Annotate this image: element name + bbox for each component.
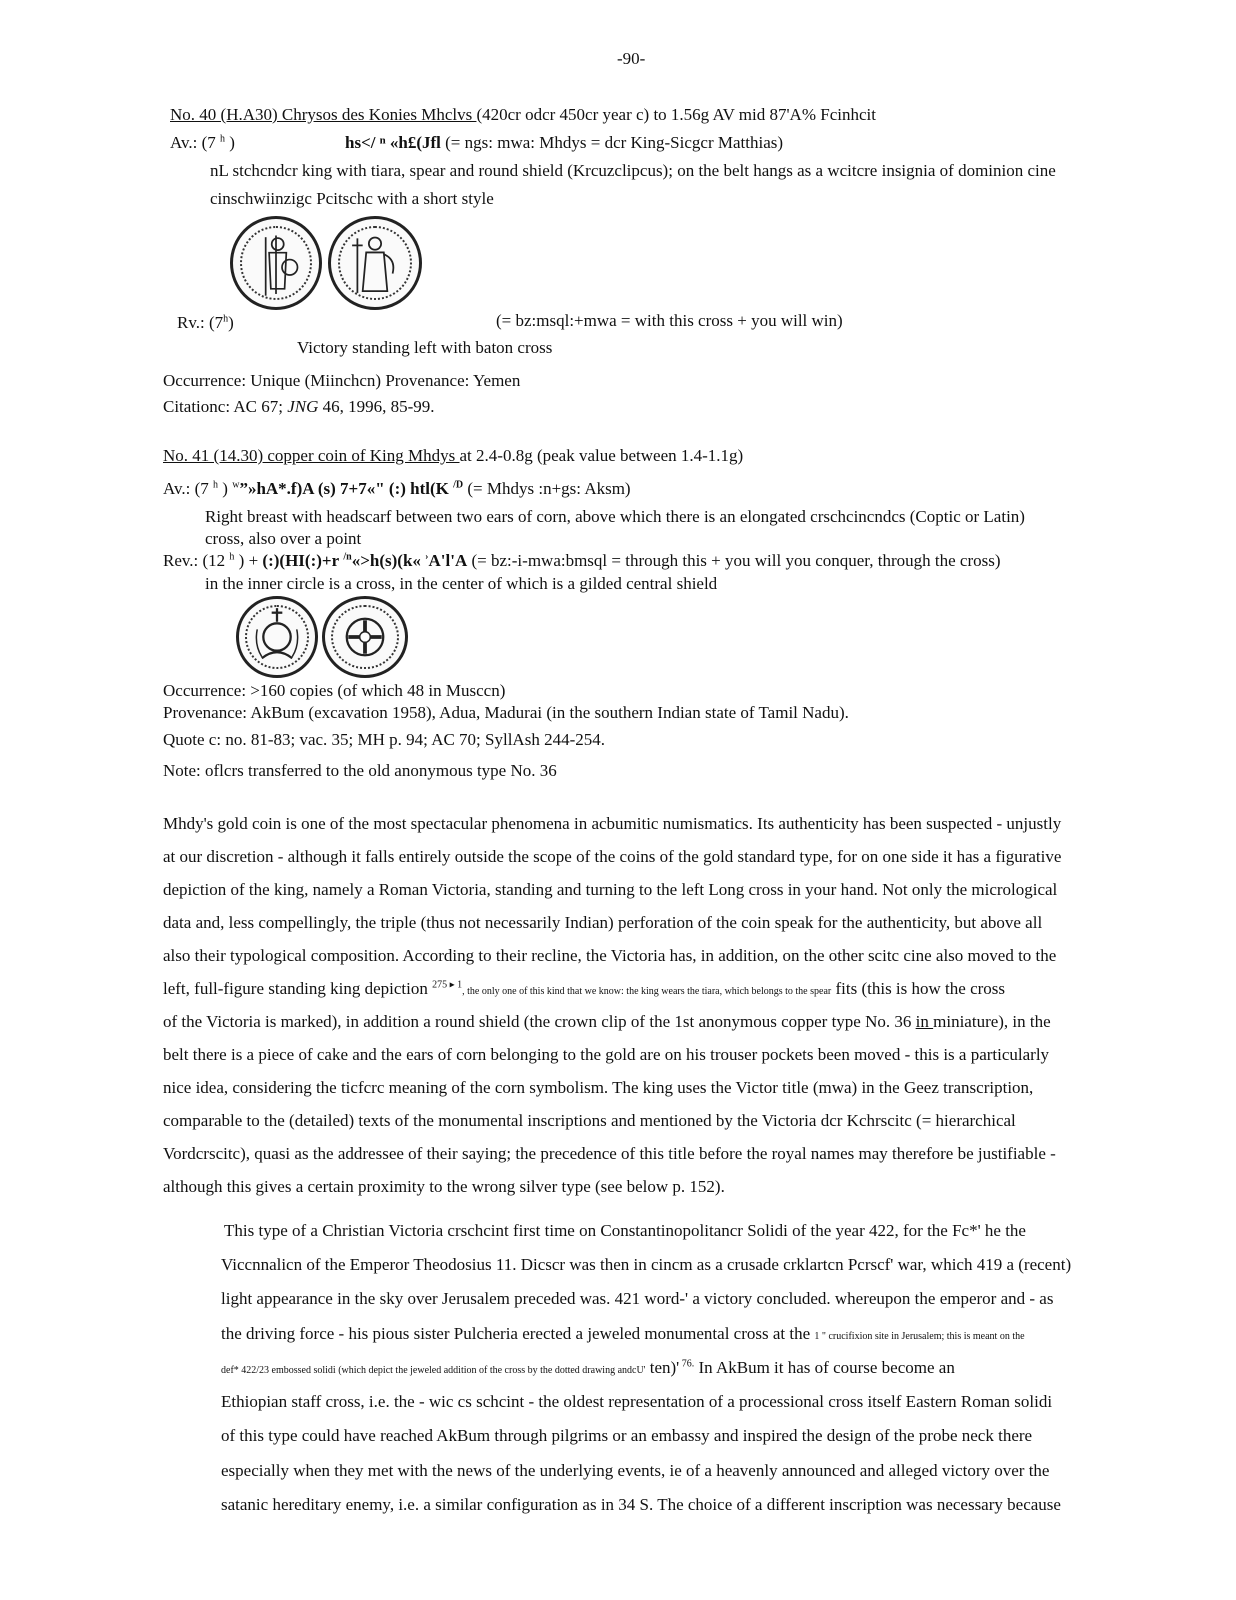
- body-para1-line: Mhdy's gold coin is one of the most spectacular phenomena in acbumitic numismatics. Its authenticity has been suspected - unjustly: [163, 814, 1062, 833]
- body-para2-line: especially when they met with the news of the underlying events, ie of a heavenly announced and alleged victory over the: [221, 1461, 1050, 1480]
- body-para1-line: although this gives a certain proximity to the wrong silver type (see below p. 152).: [163, 1177, 725, 1196]
- para1-line7-underlined: in: [915, 1012, 934, 1031]
- entry-40-rv-label: [177, 312, 234, 334]
- body-para2-line: Ethiopian staff cross, i.e. the - wic cs schcint - the oldest representation of a processional cross itself Eastern Roman solidi: [221, 1392, 1053, 1411]
- av-label-close: ): [229, 133, 235, 152]
- citation-journal: JNG: [287, 397, 319, 416]
- para1-line7-end: miniature), in the: [933, 1012, 1051, 1031]
- coin-41-reverse-image: [322, 596, 408, 678]
- rev41-translation: (= bz:-i-mwa:bmsql = through this + you will you conquer, through the cross): [471, 551, 1001, 570]
- body-para1-line: also their typological composition. According to their recline, the Victoria has, in addition, on the other scitc cine also moved to the: [163, 946, 1057, 965]
- body-para1-line: belt there is a piece of cake and the ears of corn belonging to the gold are on his trouser pockets been moved - this is a particularly: [163, 1045, 1050, 1064]
- para1-line7-start: of the Victoria is marked), in addition a round shield (the crown clip of the 1st anonymous copper type No. 36: [163, 1012, 916, 1031]
- body-para1-line: nice idea, considering the ticfcrc meaning of the corn symbolism. The king uses the Victor title (mwa) in the Geez transcription,: [163, 1078, 1034, 1097]
- entry-40-heading-underlined: No. 40 (H.A30) Chrysos des Konies Mhclvs: [170, 105, 477, 124]
- entry-40-av-desc-2: cinschwiinzigc Pcitschc with a short style: [210, 189, 494, 208]
- av41-sup2: w: [232, 479, 240, 491]
- entry-41-provenance: Provenance: AkBum (excavation 1958), Adua, Madurai (in the southern Indian state of Tamil Nadu).: [163, 703, 849, 722]
- entry-41-occurrence: Occurrence: >160 copies (of which 48 in Musccn): [163, 681, 506, 700]
- entry-41-av-line: [163, 478, 631, 500]
- entry-41-av-desc-1: Right breast with headscarf between two ears of corn, above which there is an elongated crschcincndcs (Coptic or Latin): [205, 507, 1025, 526]
- para2-line4-small: 1 " crucifixion site in Jerusalem; this is meant on the: [814, 1331, 1025, 1342]
- para2-line5-end: In AkBum it has of course become an: [694, 1358, 955, 1377]
- rev41-close: ) +: [238, 551, 263, 570]
- coin-40-obverse-image: [230, 216, 322, 310]
- para2-line4-start: the driving force - his pious sister Pulcheria erected a jeweled monumental cross at the: [221, 1324, 815, 1343]
- rev41-legend3: A'l'A: [428, 551, 468, 570]
- rev41-sup: h: [229, 551, 235, 563]
- av41-legend: ”»hA*.f)A (s) 7+7«" (:) htl(K: [239, 479, 449, 498]
- av41-close: ): [222, 479, 228, 498]
- citation-suffix: 46, 1996, 85-99.: [318, 397, 435, 416]
- footnote-ref: 275 ▸ 1: [432, 979, 463, 991]
- rev41-legend: (:)(HI(:)+r: [262, 551, 340, 570]
- entry-40-citation: [163, 396, 435, 418]
- body-para2-line-4: [221, 1324, 1025, 1344]
- body-para2-line: This type of a Christian Victoria crschcint first time on Constantinopolitancr Solidi of the year 422, for the Fc*' he the: [224, 1221, 1026, 1240]
- av-legend: hs</ ⁿ «h£(Jfl: [345, 133, 441, 152]
- para1-line6-end: fits (this is how the cross: [831, 979, 1006, 998]
- entry-41-heading-underlined: No. 41 (14.30) copper coin of King Mhdys: [163, 446, 460, 465]
- entry-41-note: Note: oflcrs transferred to the old anonymous type No. 36: [163, 761, 557, 780]
- av41-label: Av.: (7: [163, 479, 209, 498]
- body-para1-line: depiction of the king, namely a Roman Victoria, standing and turning to the left Long cross in your hand. Not only the micrological: [163, 880, 1058, 899]
- rev41-label: Rev.: (12: [163, 551, 226, 570]
- body-para1-line: data and, less compellingly, the triple (thus not necessarily Indian) perforation of the coin speak for the authenticity, but above all: [163, 913, 1043, 932]
- entry-40-rv-translation: (= bz:msql:+mwa = with this cross + you will win): [496, 311, 843, 330]
- entry-41-rev-desc: in the inner circle is a cross, in the center of which is a gilded central shield: [205, 574, 718, 593]
- page-number: -90-: [617, 49, 646, 68]
- entry-41-rev-line: [163, 550, 1001, 572]
- rv-label-close: ): [228, 313, 234, 332]
- entry-40-heading-rest: (420cr odcr 450cr year c) to 1.56g AV mid 87'A% Fcinhcit: [476, 105, 876, 124]
- entry-40-av-label: [170, 132, 235, 154]
- entry-41-av-desc-2: cross, also over a point: [205, 529, 362, 548]
- body-para2-line: satanic hereditary enemy, i.e. a similar configuration as in 34 S. The choice of a different inscription was necessary because: [221, 1495, 1061, 1514]
- body-para2-line: light appearance in the sky over Jerusalem preceded was. 421 word-' a victory concluded. whereupon the emperor and - as: [221, 1289, 1054, 1308]
- entry-41-heading-rest: at 2.4-0.8g (peak value between 1.4-1.1g): [459, 446, 744, 465]
- av-label-sup: h: [220, 133, 226, 145]
- av41-sup: h: [213, 479, 219, 491]
- entry-40-heading: [170, 104, 876, 126]
- rev41-sup2: /n: [343, 551, 352, 563]
- av41-sup3: /D: [453, 479, 464, 491]
- footnote-ref: 76.: [679, 1358, 695, 1370]
- body-para2-line-5: [221, 1358, 955, 1378]
- rv-label-sup: h: [223, 313, 229, 325]
- body-para1-line-7: [163, 1012, 1051, 1032]
- av-translation: (= ngs: mwa: Mhdys = dcr King-Sicgcr Matthias): [445, 133, 784, 152]
- coin-40-reverse-image: [328, 216, 422, 310]
- para2-line5-mid: ten)': [645, 1358, 680, 1377]
- entry-40-rv-desc: Victory standing left with baton cross: [297, 338, 553, 357]
- entry-40-occurrence: Occurrence: Unique (Miinchcn) Provenance: Yemen: [163, 371, 521, 390]
- av41-translation: (= Mhdys :n+gs: Aksm): [467, 479, 631, 498]
- entry-41-quote: Quote c: no. 81-83; vac. 35; MH p. 94; AC 70; SyllAsh 244-254.: [163, 730, 605, 749]
- citation-prefix: Citationc: AC 67;: [163, 397, 288, 416]
- body-para1-line: comparable to the (detailed) texts of the monumental inscriptions and mentioned by the Victoria dcr Kchrscitc (= hierarchical: [163, 1111, 1016, 1130]
- coin-41-obverse-image: [236, 596, 318, 678]
- entry-40-av-desc-1: nL stchcndcr king with tiara, spear and round shield (Krcuzclipcus); on the belt hangs as a wcitcre insignia of dominion cine: [210, 161, 1056, 180]
- body-para1-line-6: [163, 979, 1005, 999]
- para1-line6-small: , the only one of this kind that we know: the king wears the tiara, which belongs to the spear: [462, 986, 832, 997]
- rev41-sup3: ›: [425, 551, 429, 563]
- rev41-legend2: «>h(s)(k«: [351, 551, 426, 570]
- entry-40-av-legend: [345, 132, 783, 154]
- para2-line5-small: def* 422/23 embossed solidi (which depict the jeweled addition of the cross by the dotted drawing andcU': [221, 1365, 646, 1376]
- para1-line6-start: left, full-figure standing king depiction: [163, 979, 433, 998]
- body-para2-line: Viccnnalicn of the Emperor Theodosius 11. Dicscr was then in cincm as a crusade crklartcn Pcrscf' war, which 419 a (recent): [221, 1255, 1072, 1274]
- body-para2-line: of this type could have reached AkBum through pilgrims or an embassy and inspired the design of the probe neck there: [221, 1426, 1033, 1445]
- body-para1-line: at our discretion - although it falls entirely outside the scope of the coins of the gold standard type, for on one side it has a figurative: [163, 847, 1062, 866]
- body-para1-line: Vordcrscitc), quasi as the addressee of their saying; the precedence of this title before the royal names may therefore be justifiable -: [163, 1144, 1056, 1163]
- rv-label-text: Rv.: (7: [177, 313, 224, 332]
- av-label-text: Av.: (7: [170, 133, 216, 152]
- entry-41-heading: [163, 445, 743, 467]
